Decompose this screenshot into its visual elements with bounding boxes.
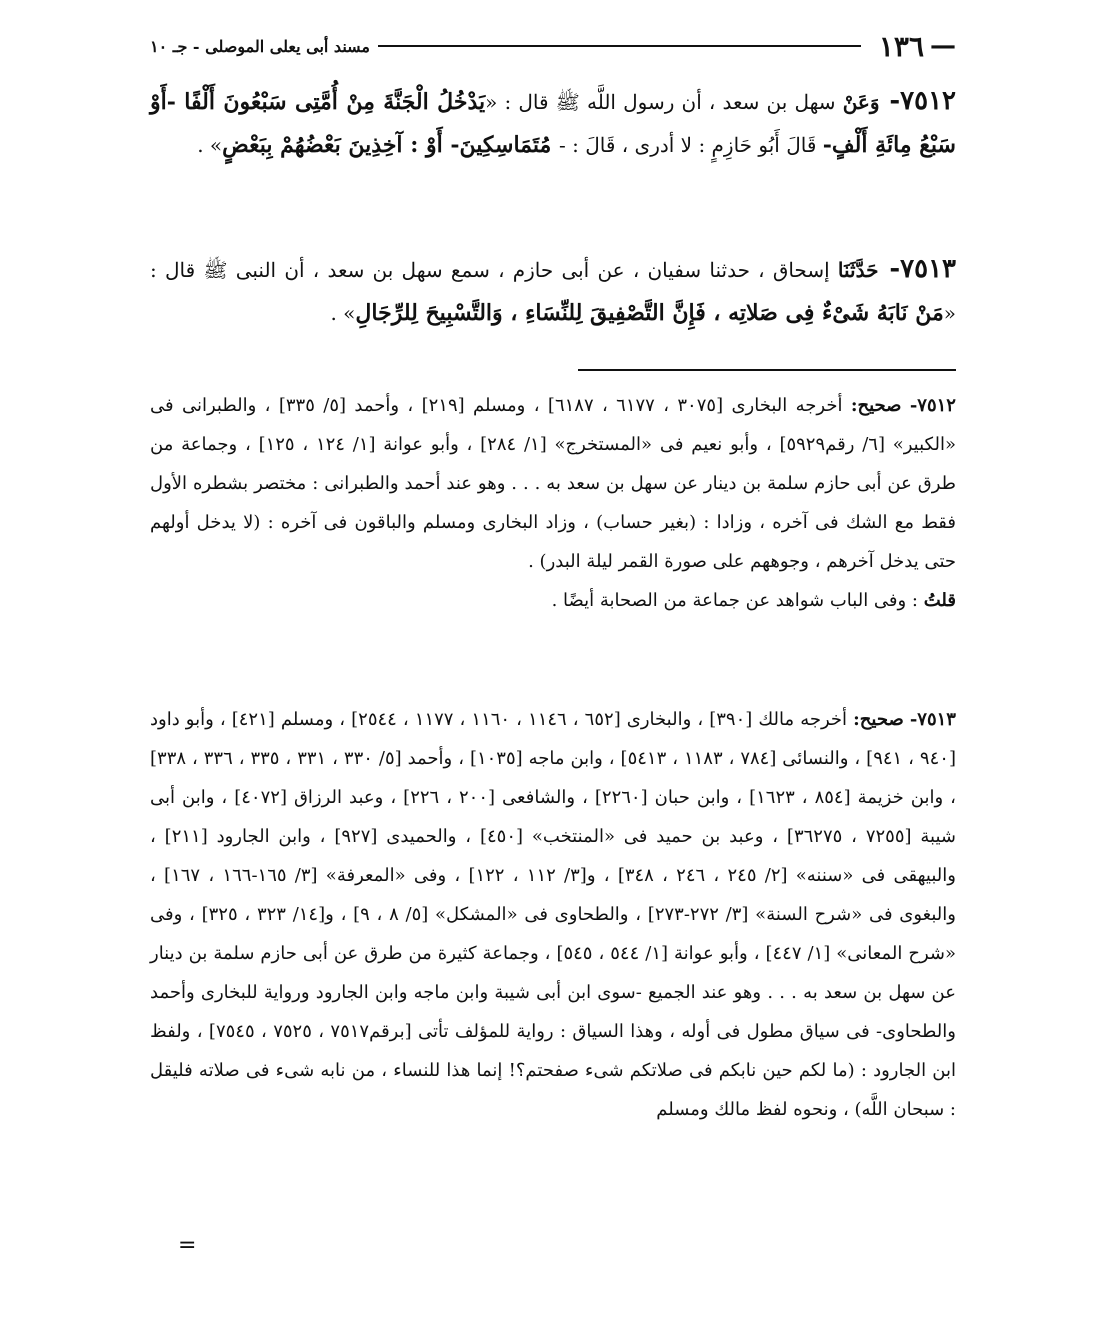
- book-title: مسند أبى يعلى الموصلى - جـ ١٠: [150, 36, 370, 56]
- footnote-grade: صحيح:: [853, 709, 904, 730]
- hadith-7512: ٧٥١٢- وَعَنْ سهل بن سعد ، أن رسول اللَّه ﷺ قال : «يَدْخُلُ الْجَنَّةَ مِنْ أُمَّتِى سَبْعُونَ أَلْفًا -أَوْ سَبْعُ مِائَةِ أَلْفٍ- قَالَ أَبُو حَازِمٍ : لا أدرى ، قَالَ : - مُتَمَاسِكِينَ- أَوْ : آخِذِينَ بَعْضُهُمْ بِبَعْضٍ» .: [150, 86, 957, 158]
- header-dash: —: [930, 31, 956, 61]
- footnote-7513: [150, 700, 956, 1129]
- hadith-number: ٧٥١٣: [900, 254, 956, 284]
- hadith-text: سهل بن سعد ، أن رسول اللَّه ﷺ قال : «: [485, 90, 836, 114]
- hadith-end: » .: [197, 133, 223, 157]
- footnote-text: أخرجه البخارى [٣٠٧٥ ، ٦١٧٧ ، ٦١٨٧] ، ومسلم [٢١٩] ، وأحمد [٥/ ٣٣٥] ، والطبرانى فى «الكبير» [٦/ رقم٥٩٢٩] ، وأبو نعيم فى «المستخرج» [١/ ٢٨٤] ، وأبو عوانة [١/ ١٢٤ ، ١٢٥] ، وجماعة من طرق عن أبى حازم سلمة بن دينار عن سهل بن سعد به . . . وهو عند أحمد والطبرانى : مختصر بشطره الأول فقط مع الشك فى آخره ، وزادا : (بغير حساب) ، وزاد البخارى ومسلم والباقون فى آخره : (لا يدخل أولهم حتى يدخل آخرهم ، وجوههم على صورة القمر ليلة البدر) .: [150, 395, 956, 572]
- header-rule: [378, 45, 861, 47]
- hadith-lead: وَعَنْ: [842, 90, 880, 114]
- footnote-number: ٧٥١٢-: [909, 395, 956, 416]
- hadith-text: إسحاق ، حدثنا سفيان ، عن أبى حازم ، سمع سهل بن سعد ، أن النبى ﷺ قال : «: [150, 258, 956, 325]
- hadith-text: قَالَ أَبُو حَازِمٍ : لا أدرى ، قَالَ : -: [558, 133, 823, 157]
- hadith-quote: يَدْخُلُ الْجَنَّةَ مِنْ أُمَّتِى سَبْعُونَ أَلْفًا -أَوْ سَبْعُ مِائَةِ أَلْفٍ-: [150, 89, 956, 158]
- hadith-end: » .: [330, 301, 356, 325]
- footnote-separator: [578, 369, 956, 371]
- hadith-quote: مُتَمَاسِكِينَ- أَوْ : آخِذِينَ بَعْضُهُمْ بِبَعْضٍ: [222, 132, 559, 158]
- running-header: [150, 26, 956, 66]
- footnote-7512: [150, 386, 956, 620]
- qult-label: قلتُ: [923, 590, 956, 611]
- hadith-number: ٧٥١٢: [900, 86, 957, 116]
- hadith-7513: ٧٥١٣- حَدَّثَنَا إسحاق ، حدثنا سفيان ، عن أبى حازم ، سمع سهل بن سعد ، أن النبى ﷺ قال : «مَنْ نَابَهُ شَىْءٌ فِى صَلاتِه ، فَإِنَّ التَّصْفِيقَ لِلنِّسَاءِ ، وَالتَّسْبِيحَ لِلرِّجَالِ» .: [150, 254, 956, 326]
- footnote-number: ٧٥١٣-: [909, 709, 956, 730]
- continuation-mark: =: [178, 1233, 197, 1258]
- qult-text: : وفى الباب شواهد عن جماعة من الصحابة أيضًا .: [551, 590, 919, 611]
- footnote-text: أخرجه مالك [٣٩٠] ، والبخارى [٦٥٢ ، ١١٤٦ ، ١١٦٠ ، ١١٧٧ ، ٢٥٤٤] ، ومسلم [٤٢١] ، وأبو داود [٩٤٠ ، ٩٤١] ، والنسائى [٧٨٤ ، ١١٨٣ ، ٥٤١٣] ، وابن ماجه [١٠٣٥] ، وأحمد [٥/ ٣٣٠ ، ٣٣١ ، ٣٣٥ ، ٣٣٦ ، ٣٣٨] ، وابن خزيمة [٨٥٤ ، ١٦٢٣] ، وابن حبان [٢٢٦٠] ، والشافعى [٢٠٠ ، ٢٢٦] ، وعبد الرزاق [٤٠٧٢] ، وابن أبى شيبة [٧٢٥٥ ، ٣٦٢٧٥] ، وعبد بن حميد فى «المنتخب» [٤٥٠] ، والحميدى [٩٢٧] ، وابن الجارود [٢١١] ، والبيهقى فى «سننه» [٢/ ٢٤٥ ، ٢٤٦ ، ٣٤٨] ، و[٣/ ١١٢ ، ١٢٢] ، وفى «المعرفة» [٣/ ١٦٥-١٦٦ ، ١٦٧] ، والبغوى فى «شرح السنة» [٣/ ٢٧٢-٢٧٣] ، والطحاوى فى «المشكل» [٥/ ٨ ، ٩] ، و[١٤/ ٣٢٣ ، ٣٢٥] ، وفى «شرح المعانى» [١/ ٤٤٧] ، وأبو عوانة [١/ ٥٤٤ ، ٥٤٥] ، وجماعة كثيرة من طرق عن أبى حازم سلمة بن دينار عن سهل بن سعد به . . . وهو عند الجميع -سوى ابن أبى شيبة وابن ماجه وابن الجارود ورواية للبخارى وأحمد والطحاوى- فى سياق مطول فى أوله ، وهذا السياق : رواية للمؤلف تأتى [برقم٧٥١٧ ، ٧٥٢٥ ، ٧٥٤٥] ، ولفظ ابن الجارود : (ما لكم حين نابكم فى صلاتكم شىء صفحتم؟! إنما هذا للنساء ، من نابه شىء فى صلاته فليقل : سبحان اللَّه) ، ونحوه لفظ مالك ومسلم: [150, 709, 957, 1120]
- footnote-grade: صحيح:: [850, 395, 902, 416]
- hadith-quote: مَنْ نَابَهُ شَىْءٌ فِى صَلاتِه ، فَإِنَّ التَّصْفِيقَ لِلنِّسَاءِ ، وَالتَّسْبِيحَ لِلرِّجَالِ: [355, 300, 944, 326]
- hadith-lead: حَدَّثَنَا: [837, 258, 879, 282]
- page-number: ١٣٦: [878, 29, 924, 63]
